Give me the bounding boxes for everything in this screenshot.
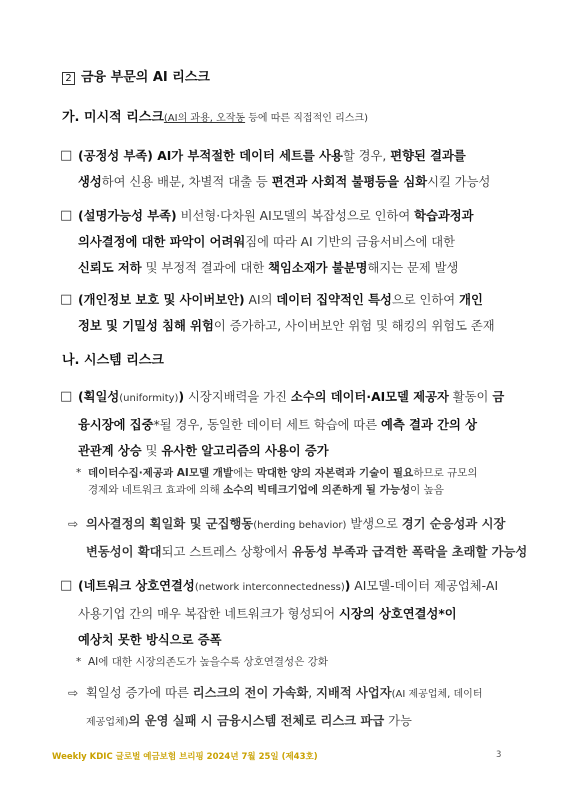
consequence-uniformity: ⇨ 의사결정의 획일화 및 군집행동(herding behavior) 발생으로 경기 순응성과 시장 변동성이 확대되고 스트레스 상황에서 유동성 부족과 급격한 폭락을 초래할 가능성 — [68, 511, 520, 565]
bullet-square: □ — [60, 389, 73, 404]
asterisk-mark: * — [76, 656, 82, 668]
subheading-systemic: 나. 시스템 리스크 — [62, 353, 164, 368]
subheading-micro-note: (AI의 과용, 오작동 등에 따른 직접적인 리스크) — [163, 113, 368, 124]
bullet-square: □ — [60, 148, 73, 163]
section-title-text: 금융 부문의 AI 리스크 — [81, 70, 210, 85]
list-item-uniformity: □ (획일성(uniformity)) 시장지배력을 가진 소수의 데이터·AI모델 제공자 활동이 금 융시장에 집중*될 경우, 동일한 데이터 세트 학습에 따른 예측 결과 간의 상 관관계 상승 및 유사한 알고리즘의 사용이 증가 — [60, 384, 520, 464]
subheading-micro-label: 가. 미시적 리스크 — [62, 110, 164, 125]
section-title — [62, 66, 210, 85]
list-item-privacy: □ (개인정보 보호 및 사이버보안) AI의 데이터 집약적인 특성으로 인하여 개인 정보 및 기밀성 침해 위험이 증가하고, 사이버보안 위험 및 해킹의 위험도 존재 — [60, 287, 520, 339]
arrow-right-icon: ⇨ — [68, 686, 79, 700]
footnote-network: * AI에 대한 시장의존도가 높을수록 상호연결성은 강화 — [76, 654, 516, 671]
footer-publication: Weekly KDIC 글로벌 예금보험 브리핑 2024년 7월 25일 (제43호) — [52, 752, 318, 762]
bullet-square: □ — [60, 578, 73, 593]
arrow-right-icon: ⇨ — [68, 517, 79, 531]
bullet-square: □ — [60, 208, 73, 223]
section-number: 2 — [62, 72, 75, 85]
bullet-square: □ — [60, 292, 73, 307]
list-item-network: □ (네트워크 상호연결성(network interconnectedness)) AI모델-데이터 제공업체-AI 사용기업 간의 매우 복잡한 네트워크가 형성되어 시장의 상호연결성*이 예상치 못한 방식으로 증폭 — [60, 573, 520, 653]
footnote-uniformity: * 데이터수집·제공과 AI모델 개발에는 막대한 양의 자본력과 기술이 필요하므로 규모의 경제와 네트워크 효과에 의해 소수의 빅테크기업에 의존하게 될 가능성이 높음 — [76, 467, 478, 496]
list-item-fairness: □ (공정성 부족) AI가 부적절한 데이터 세트를 사용할 경우, 편향된 결과를 생성하여 신용 배분, 차별적 대출 등 편견과 사회적 불평등을 심화시킬 가능성 — [60, 143, 520, 195]
consequence-network: ⇨ 획일성 증가에 따른 리스크의 전이 가속화, 지배적 사업자(AI 제공업체, 데이터 제공업체)의 운영 실패 시 금융시스템 전체로 리스크 파급 가능 — [68, 680, 520, 736]
list-item-explainability: □ (설명가능성 부족) 비선형·다차원 AI모델의 복잡성으로 인하여 학습과정과 의사결정에 대한 파악이 어려워짐에 따라 AI 기반의 금융서비스에 대한 신뢰도 저하 및 부정적 결과에 대한 책임소재가 불분명해지는 문제 발생 — [60, 203, 520, 281]
subheading-micro — [62, 106, 368, 125]
page-number: 3 — [496, 750, 502, 760]
asterisk-mark: * — [76, 467, 82, 479]
